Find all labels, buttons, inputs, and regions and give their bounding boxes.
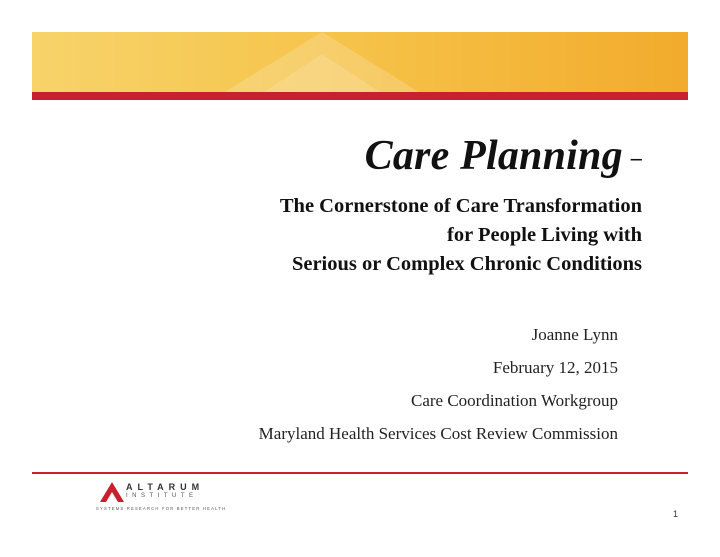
logo-name: ALTARUM: [126, 482, 205, 492]
banner-triangle-decoration: [32, 32, 688, 100]
slide-subtitle: [280, 192, 642, 279]
logo-sub: INSTITUTE: [126, 493, 198, 499]
header-banner: [32, 32, 688, 100]
banner-red-stripe: [32, 92, 688, 100]
logo-tagline: SYSTEMS RESEARCH FOR BETTER HEALTH: [96, 506, 227, 511]
altarum-logo: [96, 480, 226, 514]
subtitle-line: for People Living with: [447, 224, 642, 246]
logo-triangle-icon: [100, 482, 124, 502]
event-name: Care Coordination Workgroup: [410, 391, 618, 410]
presentation-date: February 12, 2015: [492, 358, 618, 377]
footer-divider: [32, 472, 688, 474]
presenter-name: Joanne Lynn: [531, 325, 618, 344]
organization-name: Maryland Health Services Cost Review Commission: [258, 424, 618, 443]
subtitle-line: The Cornerstone of Care Transformation: [279, 195, 642, 217]
title-text: Care Planning: [364, 133, 623, 179]
page-number: 1: [672, 509, 678, 519]
title-dash: –: [630, 145, 642, 170]
slide-title: [365, 132, 642, 180]
presentation-info: [259, 318, 618, 450]
subtitle-line: Serious or Complex Chronic Conditions: [291, 253, 642, 275]
